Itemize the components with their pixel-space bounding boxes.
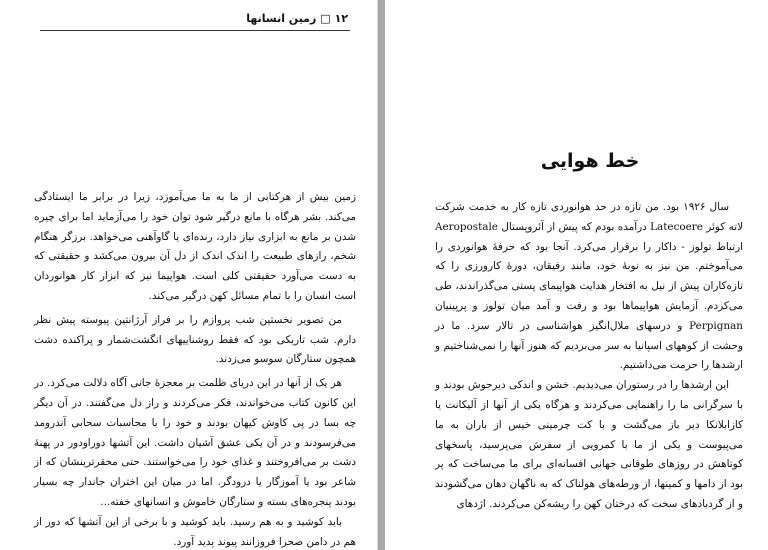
book-title: زمین انسانها xyxy=(246,12,317,25)
paragraph: هر یک از آنها در این دریای ظلمت بر معجزهٔ جانی آگاه دلالت می‌کرد. در این کانون کتاب می‌خواندند، فکر می‌کردند و راز دل می‌گفتند. در آن دیگر چه بسا در پی کاوش کیهان بودند و خود را با محاسبات سحابی آندرومد می‌فرسودند و در آن یکی عشق آشیان داشت. این آتشها دوراودور در پهنهٔ دشت بر می‌افروختند و غذای خود را می‌خواستند. حتی محقرترینشان که از شاعر بود یا آموزگار یا درودگر. اما در میان این اختران جاندار چه بسیار بودند پنجره‌های بسته و ستارگان خاموش و انسانهای خفته... xyxy=(34,377,356,508)
paragraph: باید کوشید و به هم رسید. باید کوشید و با برخی از این آتشها که دور از هم در دامن صحرا فروزانند پیوند پدید آورد. xyxy=(34,515,356,548)
running-head-sep: □ xyxy=(316,12,331,25)
paragraph: من تصویر نخستین شب پروازم را بر فراز آرژانتین پیوسته پیش نظر دارم. شب تاریکی بود که فقط روشناییهای انگشت‌شمار و پراکنده دشت همچون ستارگان سوسو می‌زدند. xyxy=(34,313,356,366)
right-body-text xyxy=(435,198,743,515)
paragraph: این ارشدها را در رستوران می‌دیدیم. خشن و اندکی دیرجوش بودند و با سرگرانی ما را راهنمایی می‌کردند و هرگاه یکی از آنها از آلیکانت یا کازابلانکا دیر باز می‌گشت و با کت چرمینی خیس از باران به ما می‌پیوست و یکی از ما با کمرویی از سفرش می‌پرسید، پاسخهای کوتاهش در روزهای طوفانی جهانی افسانه‌ای برای ما می‌ساخت که پر بود از دامها و کمینها، از ورطه‌های هولناک که به ناگهان دهان می‌گشودند و از گردبادهای سخت که درختان کهن را ریشه‌کن می‌کردند. اژدهای xyxy=(435,379,743,510)
paragraph: زمین بیش از هرکتابی از ما به ما می‌آموزد، زیرا در برابر ما ایستادگی می‌کند. بشر هرگاه با مانع درگیر شود توان خود را می‌آزماید اما برای چیره شدن بر مانع به ابزاری نیاز دارد، رنده‌ای یا گاوآهنی می‌خواهد. برزگر هنگام شخم، رازهای طبیعت را اندک اندک از دل آن بیرون می‌کشد و حقیقتی که به دست می‌آورد حقیقتی کلی است. هواپیما نیز که ابزار کار هوانوردان است انسان را با تمام مسائل کهن درگیر می‌کند. xyxy=(34,191,356,302)
left-body-text xyxy=(34,188,356,550)
right-page xyxy=(385,0,768,550)
paragraph: سال ۱۹۲۶ بود. من تازه در حد هوانوردی تازه کار به خدمت شرکت لاته کوئر Latecoere درآمده بودم که پیش از آئروپستال Aeropostale ارتباط تولوز - داکار را برقرار می‌کرد. آنجا بود که حرفهٔ هوانوردی را می‌آموختم. من نیز به نوبهٔ خود، مانند رفیقان، دورهٔ کارورزی را که تازه‌کاران پیش از نیل به افتخار هدایت هواپیمای پستی می‌گذراندند، طی می‌کردم. آزمایش هواپیماها بود و رفت و آمد میان تولوز و پرپینیان Perpignan و درسهای ملال‌انگیز هواشناسی در تالار سرد. ما در وحشت از کوههای اسپانیا به سر می‌بردیم که هنوز آنها را نمی‌شناختیم و ارشدها را حرمت می‌داشتیم. xyxy=(435,201,743,372)
page-number: ۱۲ xyxy=(334,12,348,25)
running-head xyxy=(228,12,348,25)
left-page xyxy=(0,0,378,550)
chapter-title: خط هوایی xyxy=(540,150,640,172)
book-gutter xyxy=(378,0,385,550)
header-rule xyxy=(40,30,350,31)
